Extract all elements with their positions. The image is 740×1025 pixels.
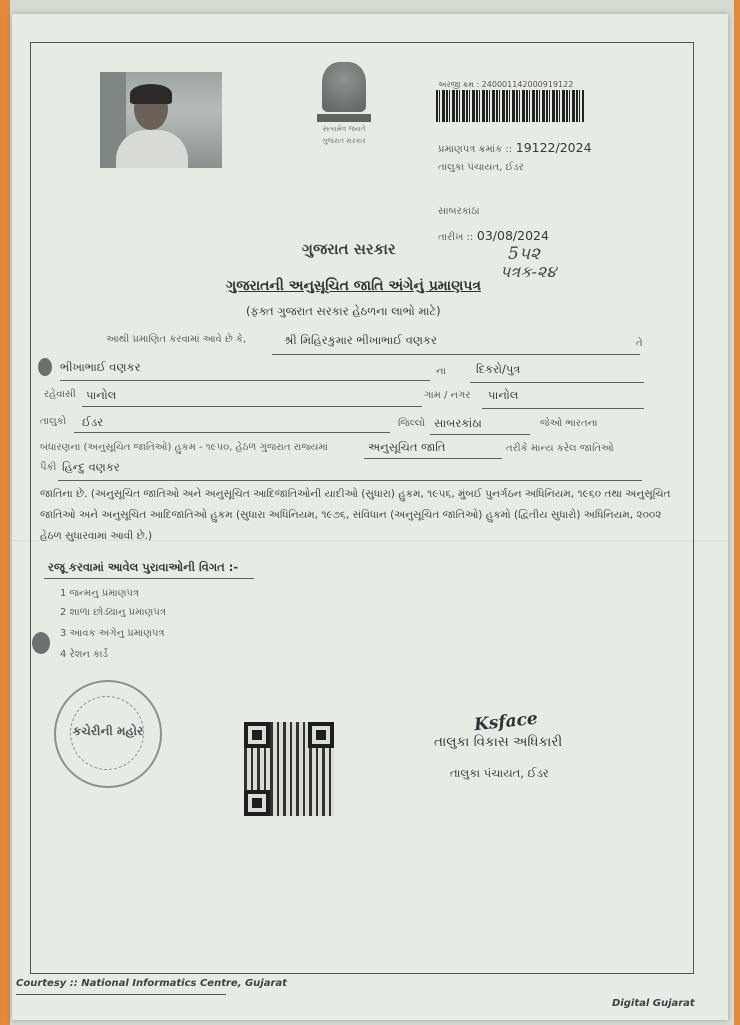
certify-prefix: આથી પ્રમાણિત કરવામાં આવે છે કે,: [106, 334, 247, 345]
document-item: 4 રેશન કાર્ડ: [60, 649, 109, 660]
document-item: 3 આવક અંગેનુ પ્રમાણપત્ર: [60, 628, 165, 639]
right-edge-strip: [734, 0, 740, 1025]
certificate-number: 19122/2024: [515, 140, 592, 155]
district-label: જિલ્લો: [398, 418, 425, 429]
left-edge-strip: [0, 0, 10, 1025]
ink-blot: [32, 632, 50, 654]
taluka-label: તાલુકો: [40, 416, 67, 427]
india-label: જેઓ ભારતના: [540, 418, 598, 429]
resident-label: રહેવાસી: [44, 389, 76, 400]
document-item: 2 શાળા છોડ્યાનુ પ્રમાણપત્ર: [60, 607, 166, 618]
emblem-govt: ગુજરાત સરકાર: [322, 137, 366, 145]
handwritten-note-1: 5૫૨: [508, 244, 540, 264]
certificate-title: ગુજરાતની અનુસૂચિત જાતિ અંગેનું પ્રમાણપત્ર: [226, 278, 482, 294]
relation: દિકરો/પુત્ર: [476, 362, 521, 376]
te-label: તે: [636, 338, 643, 349]
office-seal: [54, 680, 162, 788]
certificate-subtitle: (ફક્ત ગુજરાત સરકાર હેઠળના લાભો માટે): [246, 304, 441, 318]
village-value: પાનોલ: [488, 388, 519, 402]
footer-brand: Digital Gujarat: [612, 998, 695, 1009]
applicant-name: શ્રી મિહિરકુમાર ભીખાભાઈ વણકર: [284, 333, 437, 347]
qr-code: [244, 722, 334, 816]
constitution-text: બંધારણના (અનુસૂચિત જાતિઓ) હુકમ - ૧૯૫૦, હેઠળ ગુજરાત રાજ્યમાં: [40, 442, 328, 453]
seal-text: કચેરીની મહોર: [72, 724, 144, 738]
issuing-office: તાલુકા પંચાયત, ઈડર: [438, 162, 524, 173]
na-label: ના: [436, 366, 446, 377]
handwritten-note-2: પત્રક-૨૪: [500, 262, 557, 281]
barcode: [436, 90, 584, 122]
lion-capital-icon: [322, 62, 366, 112]
date-label: તારીખ ::: [438, 232, 474, 243]
father-name: ભીખાભાઈ વણકર: [60, 360, 141, 374]
legal-paragraph: જાતિના છે. (અનુસૂચિત જાતિઓ અને અનુસૂચિત આદિજાતિઓની યાદીઓ (સુધારા) હુકમ, ૧૯૫૬, મુંબઈ પુનર્ગઠન અધિનિયમ, ૧૯૬૦ તથા અનુસૂચિત જાતિઓ અને અનુસૂચિત આદિજાતિઓ હુકમ (સુધારા અધિનિયમ, ૧૯૭૬, સંવિધાન (અનુસૂચિત જાતિઓ) હુકમો (દ્વિતીય સુધારો) અધિનિયમ, ૨૦૦૨ હેઠળ સુધારવામાં આવી છે.): [40, 488, 671, 542]
officer-designation: તાલુકા વિકાસ અધિકારી: [434, 734, 563, 750]
caste-category: અનુસૂચિત જાતિ: [368, 440, 446, 454]
barcode-number: અરજી ક્રમ : 240001142000919122: [438, 80, 574, 89]
village-label: ગામ / નગર: [424, 390, 471, 401]
footer-rule: [16, 994, 226, 995]
caste-value: હિન્દુ વણકર: [62, 460, 120, 474]
recognized-text: તરીકે માન્ય કરેલ જાતિઓ: [506, 443, 614, 454]
resident-value: પાનોલ: [86, 388, 117, 402]
govt-title: ગુજરાત સરકાર: [302, 240, 396, 258]
paiki-label: પૈકી: [40, 462, 57, 473]
officer-signature: Ksface: [473, 708, 539, 736]
ink-blot: [38, 358, 52, 376]
officer-office: તાલુકા પંચાયત, ઈડર: [450, 766, 549, 780]
emblem-motto: સત્યમેવ જયતે: [322, 125, 366, 133]
issuing-district: સાબરકાંઠા: [438, 206, 480, 217]
documents-heading: રજૂ કરવામાં આવેલ પુરાવાઓની વિગત :-: [48, 560, 239, 574]
date-row: [438, 228, 549, 243]
certificate-number-label: પ્રમાણપત્ર ક્રમાંક ::: [438, 144, 513, 155]
state-emblem: [312, 62, 376, 150]
district-value: સાબરકાંઠા: [434, 416, 482, 430]
document-item: 1 જન્મનુ પ્રમાણપત્ર: [60, 588, 140, 599]
taluka-value: ઈડર: [82, 415, 104, 429]
issue-date: 03/08/2024: [476, 228, 549, 243]
applicant-photo: [100, 72, 222, 168]
certificate-number-row: [438, 140, 592, 155]
footer-courtesy: Courtesy :: National Informatics Centre, Gujarat: [16, 978, 287, 989]
